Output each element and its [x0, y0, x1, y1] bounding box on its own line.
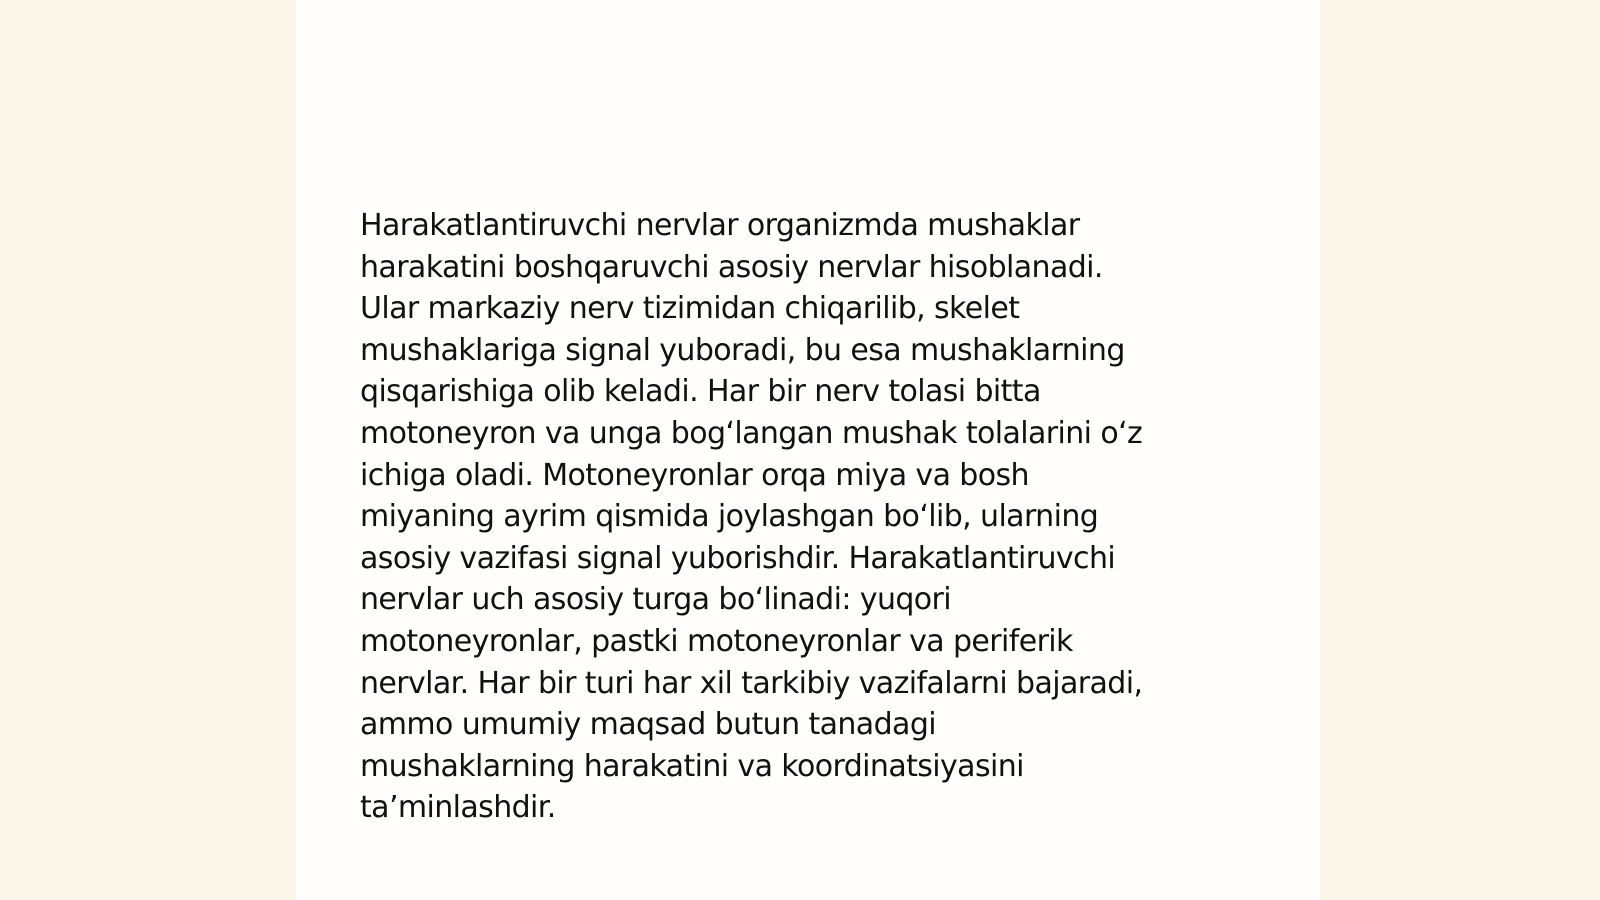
paragraph-line: motoneyron va unga bogʻlangan mushak tolalarini oʻz — [360, 415, 1143, 451]
paragraph-line: qisqarishiga olib keladi. Har bir nerv tolasi bitta — [360, 374, 1041, 410]
paragraph-line: mushaklarning harakatini va koordinatsiyasini — [360, 748, 1024, 784]
paragraph-line: Harakatlantiruvchi nervlar organizmda mushaklar — [360, 208, 1080, 243]
document-page — [296, 0, 1320, 900]
paragraph-line: taʼminlashdir. — [360, 790, 556, 826]
paragraph-line: ammo umumiy maqsad butun tanadagi — [360, 707, 936, 743]
paragraph-line: Ular markaziy nerv tizimidan chiqarilib, skelet — [360, 291, 1020, 327]
paragraph-line: harakatini boshqaruvchi asosiy nervlar hisoblanadi. — [360, 249, 1103, 285]
body-paragraph — [360, 205, 1260, 829]
paragraph-line: nervlar uch asosiy turga boʻlinadi: yuqori — [360, 582, 952, 618]
paragraph-line: ichiga oladi. Motoneyronlar orqa miya va bosh — [360, 457, 1029, 493]
paragraph-line: motoneyronlar, pastki motoneyronlar va periferik — [360, 623, 1073, 659]
paragraph-line: miyaning ayrim qismida joylashgan boʻlib, ularning — [360, 499, 1099, 535]
paragraph-line: nervlar. Har bir turi har xil tarkibiy vazifalarni bajaradi, — [360, 665, 1143, 701]
paragraph-line: mushaklariga signal yuboradi, bu esa mushaklarning — [360, 332, 1125, 368]
paragraph-line: asosiy vazifasi signal yuborishdir. Harakatlantiruvchi — [360, 540, 1116, 576]
